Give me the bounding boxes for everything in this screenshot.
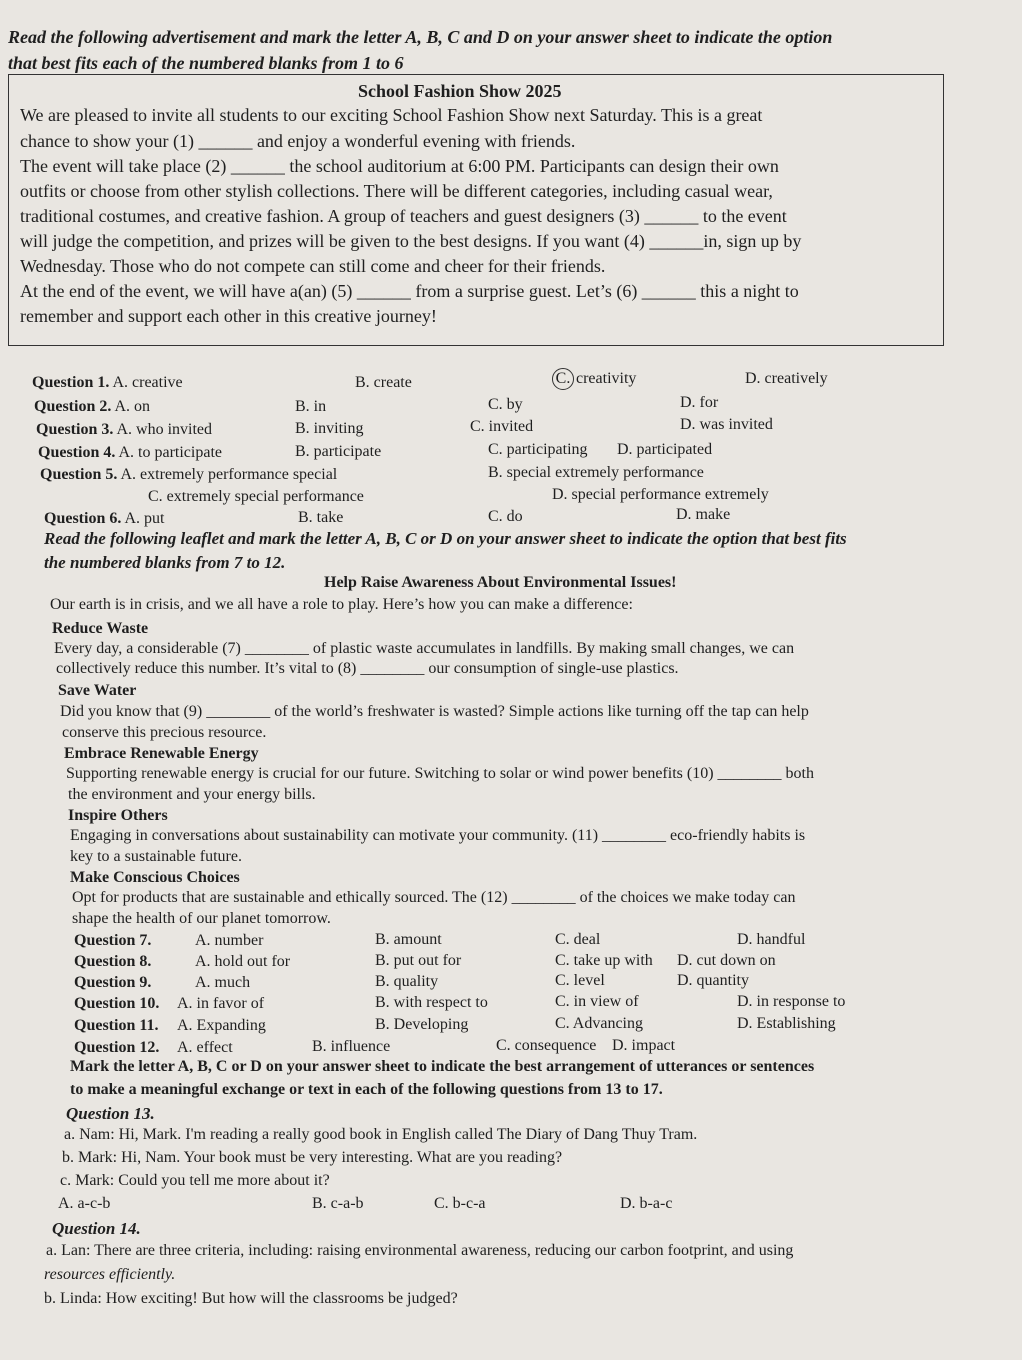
heading-inspire-others: Inspire Others xyxy=(68,807,168,824)
q3-option-d[interactable]: D. was invited xyxy=(680,416,773,433)
q13-option-c[interactable]: C. b-c-a xyxy=(434,1195,486,1212)
ad-line-4: outfits or choose from other stylish collections. There will be different categories, including casual wear, xyxy=(20,181,773,201)
q12-label: Question 12. xyxy=(74,1039,160,1056)
question-2 xyxy=(34,396,150,418)
q10-option-d[interactable]: D. in response to xyxy=(737,993,846,1010)
section1-instruction-line1: Read the following advertisement and mark the letter A, B, C and D on your answer sheet to indicate the option xyxy=(8,27,833,47)
q1-option-d[interactable]: D. creatively xyxy=(745,370,828,387)
q13-utterance-b: b. Mark: Hi, Nam. Your book must be very interesting. What are you reading? xyxy=(62,1149,563,1166)
save-water-line2: conserve this precious resource. xyxy=(62,724,267,741)
q13-option-a[interactable]: A. a-c-b xyxy=(58,1195,111,1212)
q3-option-b[interactable]: B. inviting xyxy=(295,420,364,437)
inspire-others-line1: Engaging in conversations about sustainability can motivate your community. (11) ________ eco-friendly habits is xyxy=(70,827,806,844)
q5-option-c[interactable]: C. extremely special performance xyxy=(148,488,364,505)
q11-option-c[interactable]: C. Advancing xyxy=(555,1015,643,1032)
q10-label: Question 10. xyxy=(74,995,160,1012)
question-label: Question 1. xyxy=(32,374,110,391)
q7-option-c[interactable]: C. deal xyxy=(555,931,601,948)
question-label: Question 5. xyxy=(40,466,118,483)
q10-option-c[interactable]: C. in view of xyxy=(555,993,639,1010)
reduce-waste-line1: Every day, a considerable (7) ________ of plastic waste accumulates in landfills. By making small changes, we can xyxy=(54,640,795,657)
question-4 xyxy=(38,442,222,464)
option-a[interactable]: A. who invited xyxy=(116,421,213,438)
q4-option-d[interactable]: D. participated xyxy=(617,441,713,458)
ad-line-7: Wednesday. Those who do not compete can still come and cheer for their friends. xyxy=(20,256,606,276)
question-label: Question 6. xyxy=(44,510,122,527)
q8-label: Question 8. xyxy=(74,953,152,970)
option-a[interactable]: A. on xyxy=(114,398,151,415)
q14-utterance-a-line1: a. Lan: There are three criteria, including: raising environmental awareness, reducing our carbon footprint, and using xyxy=(46,1242,794,1259)
q2-option-c[interactable]: C. by xyxy=(488,396,523,413)
question-label: Question 2. xyxy=(34,398,112,415)
ad-line-5: traditional costumes, and creative fashion. A group of teachers and guest designers (3) ______ to the event xyxy=(20,206,787,226)
ad-line-9: remember and support each other in this creative journey! xyxy=(20,306,437,326)
q12-option-c[interactable]: C. consequence xyxy=(496,1037,597,1054)
option-a[interactable]: A. extremely performance special xyxy=(120,466,338,483)
option-c-text: creativity xyxy=(576,370,637,387)
q11-option-a[interactable]: A. Expanding xyxy=(177,1017,266,1034)
q5-option-b[interactable]: B. special extremely performance xyxy=(488,464,704,481)
question-label: Question 4. xyxy=(38,444,116,461)
q11-option-d[interactable]: D. Establishing xyxy=(737,1015,836,1032)
q11-label: Question 11. xyxy=(74,1017,159,1034)
q14-label: Question 14. xyxy=(52,1219,141,1238)
q2-option-d[interactable]: D. for xyxy=(680,394,719,411)
option-a[interactable]: A. creative xyxy=(112,374,183,391)
q9-option-d[interactable]: D. quantity xyxy=(677,972,749,989)
q13-utterance-a: a. Nam: Hi, Mark. I'm reading a really good book in English called The Diary of Dang Thuy Tram. xyxy=(64,1126,698,1143)
q8-option-a[interactable]: A. hold out for xyxy=(195,953,291,970)
option-a[interactable]: A. put xyxy=(124,510,165,527)
q11-option-b[interactable]: B. Developing xyxy=(375,1016,469,1033)
q12-option-a[interactable]: A. effect xyxy=(177,1039,233,1056)
ad-line-1: We are pleased to invite all students to our exciting School Fashion Show next Saturday. This is a great xyxy=(20,105,763,125)
q9-label: Question 9. xyxy=(74,974,152,991)
q9-option-b[interactable]: B. quality xyxy=(375,973,439,990)
q10-option-b[interactable]: B. with respect to xyxy=(375,994,488,1011)
q4-option-b[interactable]: B. participate xyxy=(295,443,382,460)
ad-line-8: At the end of the event, we will have a(an) (5) ______ from a surprise guest. Let’s (6) ______ this a night to xyxy=(20,281,799,301)
q10-option-a[interactable]: A. in favor of xyxy=(177,995,265,1012)
section1-instruction-line2: that best fits each of the numbered blanks from 1 to 6 xyxy=(8,53,404,73)
ad-title: School Fashion Show 2025 xyxy=(358,81,562,101)
q7-option-d[interactable]: D. handful xyxy=(737,931,806,948)
question-6 xyxy=(44,508,164,530)
question-3 xyxy=(36,419,212,441)
q8-option-d[interactable]: D. cut down on xyxy=(677,952,776,969)
q7-option-a[interactable]: A. number xyxy=(195,932,264,949)
q9-option-c[interactable]: C. level xyxy=(555,972,605,989)
heading-save-water: Save Water xyxy=(58,682,137,699)
ad-line-6: will judge the competition, and prizes will be given to the best designs. If you want (4) ______in, sign up by xyxy=(20,231,802,251)
section2-instruction-line2: the numbered blanks from 7 to 12. xyxy=(44,553,286,572)
q5-option-d[interactable]: D. special performance extremely xyxy=(552,486,769,503)
q13-label: Question 13. xyxy=(66,1104,155,1123)
q13-option-d[interactable]: D. b-a-c xyxy=(620,1195,673,1212)
q6-option-d[interactable]: D. make xyxy=(676,506,731,523)
question-label: Question 3. xyxy=(36,421,114,438)
q1-option-b[interactable]: B. create xyxy=(355,374,412,391)
question-1 xyxy=(32,372,183,394)
leaflet-title: Help Raise Awareness About Environmental Issues! xyxy=(324,574,677,591)
save-water-line1: Did you know that (9) ________ of the world’s freshwater is wasted? Simple actions like turning off the tap can help xyxy=(60,703,809,720)
q9-option-a[interactable]: A. much xyxy=(195,974,251,991)
heading-conscious-choices: Make Conscious Choices xyxy=(70,869,240,886)
section3-instruction-line2: to make a meaningful exchange or text in each of the following questions from 13 to 17. xyxy=(70,1081,663,1098)
q14-utterance-a-line2: resources efficiently. xyxy=(44,1266,176,1283)
section3-instruction-line1: Mark the letter A, B, C or D on your answer sheet to indicate the best arrangement of utterances or sentences xyxy=(70,1058,815,1075)
selected-answer-circle: C. xyxy=(552,368,574,390)
inspire-others-line2: key to a sustainable future. xyxy=(70,848,242,865)
ad-line-3: The event will take place (2) ______ the school auditorium at 6:00 PM. Participants can design their own xyxy=(20,156,779,176)
heading-reduce-waste: Reduce Waste xyxy=(52,620,149,637)
ad-line-2: chance to show your (1) ______ and enjoy a wonderful evening with friends. xyxy=(20,131,576,151)
reduce-waste-line2: collectively reduce this number. It’s vital to (8) ________ our consumption of single-use plastics. xyxy=(56,660,679,677)
q6-option-c[interactable]: C. do xyxy=(488,508,523,525)
question-5 xyxy=(40,464,337,486)
q13-utterance-c: c. Mark: Could you tell me more about it? xyxy=(60,1172,330,1189)
q1-option-c[interactable] xyxy=(552,368,636,390)
option-a[interactable]: A. to participate xyxy=(118,444,222,461)
q2-option-b[interactable]: B. in xyxy=(295,398,327,415)
leaflet-intro: Our earth is in crisis, and we all have a role to play. Here’s how you can make a difference: xyxy=(50,596,633,613)
heading-renewable-energy: Embrace Renewable Energy xyxy=(64,745,259,762)
q12-option-d[interactable]: D. impact xyxy=(612,1037,676,1054)
q7-label: Question 7. xyxy=(74,932,152,949)
q7-option-b[interactable]: B. amount xyxy=(375,931,442,948)
q12-option-b[interactable]: B. influence xyxy=(312,1038,391,1055)
q6-option-b[interactable]: B. take xyxy=(298,509,344,526)
renewable-energy-line2: the environment and your energy bills. xyxy=(68,786,316,803)
conscious-choices-line1: Opt for products that are sustainable and ethically sourced. The (12) ________ of the choices we make today can xyxy=(72,889,796,906)
renewable-energy-line1: Supporting renewable energy is crucial for our future. Switching to solar or wind power benefits (10) ________ both xyxy=(66,765,814,782)
q13-option-b[interactable]: B. c-a-b xyxy=(312,1195,364,1212)
q8-option-b[interactable]: B. put out for xyxy=(375,952,462,969)
q14-utterance-b: b. Linda: How exciting! But how will the classrooms be judged? xyxy=(44,1290,458,1307)
q3-option-c[interactable]: C. invited xyxy=(470,418,534,435)
q8-option-c[interactable]: C. take up with xyxy=(555,952,653,969)
q4-option-c[interactable]: C. participating xyxy=(488,441,588,458)
conscious-choices-line2: shape the health of our planet tomorrow. xyxy=(72,910,331,927)
section2-instruction-line1: Read the following leaflet and mark the letter A, B, C or D on your answer sheet to indicate the option that best fits xyxy=(44,529,847,548)
